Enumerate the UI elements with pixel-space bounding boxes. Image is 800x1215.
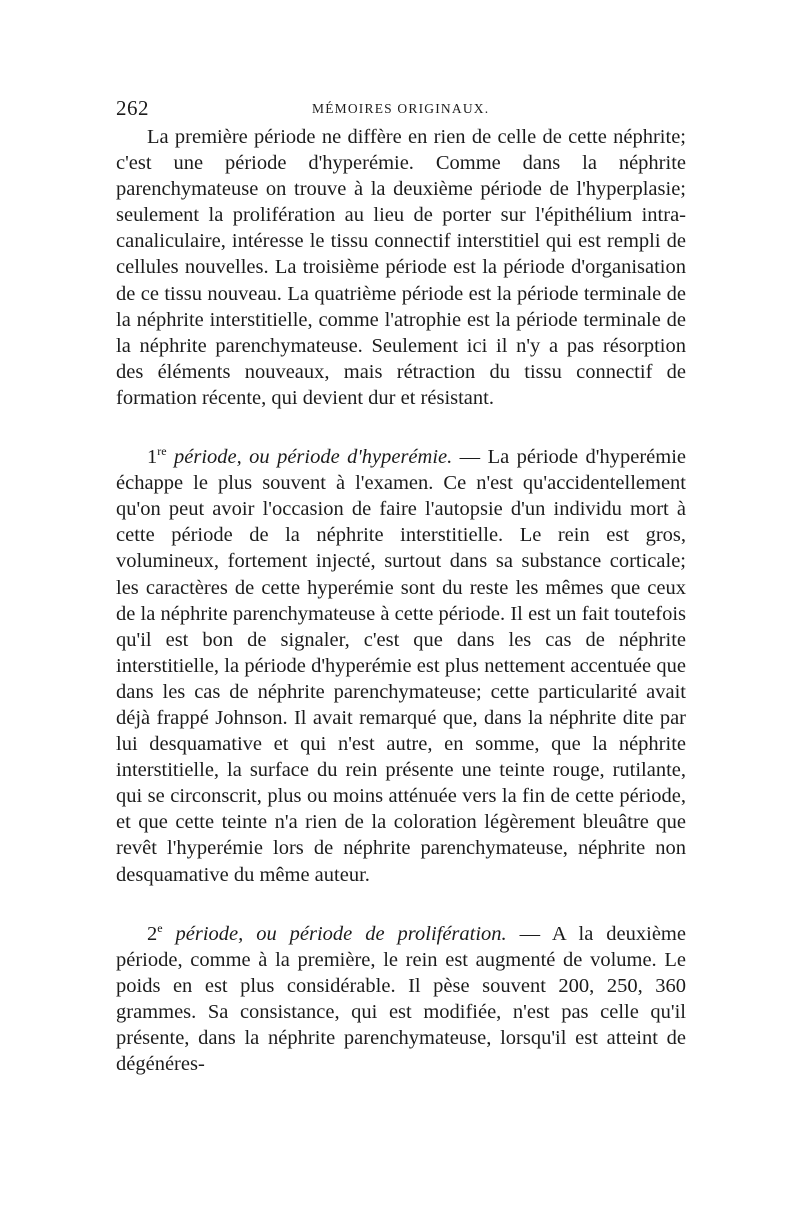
- paragraph-intro: [116, 124, 686, 411]
- section-heading: période, ou période d'hyperémie.: [166, 446, 453, 469]
- paragraph-second-period: [116, 921, 686, 1078]
- section-ordinal: 1: [147, 446, 158, 469]
- section-ordinal: 2: [147, 922, 158, 945]
- running-title: MÉMOIRES ORIGINAUX.: [312, 101, 490, 116]
- page-number: 262: [116, 96, 149, 120]
- section-heading: période, ou période de prolifération.: [162, 922, 507, 945]
- paragraph-second-period-text: — A la deuxième période, comme à la première, le rein est augmenté de volume. Le poids en est plus considérable. Il pèse souvent 200, 250, 360 grammes. Sa consistance, qui est modifiée, n'est pas celle qu'il présente, dans la néphrite parenchymateuse, lorsqu'il est atteint de dégénéres-: [116, 922, 686, 1076]
- paragraph-first-period: [116, 444, 686, 888]
- page-header: [116, 96, 686, 126]
- section-ordinal-suffix: re: [157, 444, 167, 459]
- body-text: [116, 124, 686, 1077]
- section-ordinal-suffix: e: [157, 920, 163, 935]
- paragraph-first-period-text: — La période d'hyperémie échappe le plus souvent à l'examen. Ce n'est qu'accidentellement qu'on peut avoir l'occasion de faire l'autopsie d'un individu mort à cette période de la néphrite interstitielle. Le rein est gros, volumineux, fortement injecté, surtout dans sa substance corticale; les caractères de cette hyperémie sont du reste les mêmes que ceux de la néphrite parenchymateuse à cette période. Il est un fait toutefois qu'il est bon de signaler, c'est que dans les cas de néphrite interstitielle, la période d'hyperémie est plus nettement accentuée que dans les cas de néphrite parenchymateuse; cette particularité avait déjà frappé Johnson. Il avait remarqué que, dans la néphrite dite par lui desquamative et qui n'est autre, en somme, que la néphrite interstitielle, la surface du rein présente une teinte rouge, rutilante, qui se circonscrit, plus ou moins atténuée vers la fin de cette période, et que cette teinte n'a rien de la coloration légèrement bleuâtre que revêt l'hyperémie lors de néphrite parenchymateuse, néphrite non desquamative du même auteur.: [116, 446, 686, 886]
- paragraph-intro-text: La première période ne diffère en rien de celle de cette néphrite; c'est une période d'hyperémie. Comme dans la néphrite parenchymateuse on trouve à la deuxième période de l'hyperplasie; seulement la prolifération au lieu de porter sur l'épithélium intra-canaliculaire, intéresse le tissu connectif interstitiel qui est rempli de cellules nouvelles. La troisième période est la période d'organisation de ce tissu nouveau. La quatrième période est la période terminale de la néphrite interstitielle, comme l'atrophie est la période terminale de la néphrite parenchymateuse. Seulement ici il n'y a pas résorption des éléments nouveaux, mais rétraction du tissu connectif de formation récente, qui devient dur et résistant.: [116, 126, 686, 409]
